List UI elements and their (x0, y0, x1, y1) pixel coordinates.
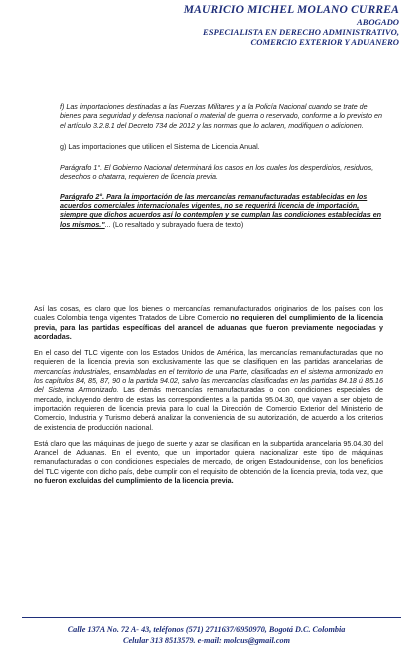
lawyer-specialty-1: ESPECIALISTA EN DERECHO ADMINISTRATIVO, (203, 27, 399, 37)
letterhead (184, 4, 399, 47)
p1-text: Así las cosas, es claro que los bienes o mercancías remanufacturados originarios de los países con los cuales Colombia tenga vigentes Tratados de Libre Comercio (34, 305, 383, 323)
body-paragraph-1 (34, 305, 383, 342)
p2-italic: mercancías industriales, ensambladas en el territorio de una Parte, clasificadas en el sistema armonizado en los capítulos 84, 85, 87, 90 o la partida 94.02, salvo las mercancías clasificadas en las partidas 84.18 ú 85.16 del Sistema Armonizado. (34, 367, 383, 395)
footer (0, 624, 413, 646)
p1-bold: no requieren del cumplimiento de la licencia previa, para las partidas específicas del arancel de aduanas que fueron previamente negociadas y acordadas. (34, 314, 383, 341)
main-body (34, 305, 383, 493)
p3-bold: no fueron excluidas del cumplimiento de la licencia previa. (34, 477, 234, 486)
emphasis-note: ... (Lo resaltado y subrayado fuera de texto) (104, 220, 244, 229)
body-paragraph-2 (34, 349, 383, 433)
quote-paragrafo-2 (60, 193, 385, 230)
quote-item-g: g) Las importaciones que utilicen el Sistema de Licencia Anual. (60, 142, 260, 151)
p2-text-2: Las demás mercancías remanufacturadas o con condiciones especiales de mercado, incluyendo dentro de estas las correspondientes a la partida 95.04.30, que vayan a ser objeto de importación requieren de licencia previa para lo cual la Dirección de Comercio Exterior del Ministerio de Comercio, Industria y Turismo deberá analizar la conveniencia de su autorización, de acuerdo a los criterios de existencia de producción nacional. (34, 386, 383, 432)
quote-item-f: f) Las importaciones destinadas a las Fuerzas Militares y a la Policía Nacional cuando se trate de bienes para seguridad y defensa nacional o material de guerra o reservado, conforme a lo previsto en el artículo 3.2.8.1 del Decreto 734 de 2012 y las normas que lo aclaren, modifiquen o adicionen. (60, 103, 382, 130)
paragrafo-2-emphasis: Parágrafo 2°. Para la importación de las mercancías remanufacturadas establecidas en los acuerdos comerciales internacionales vigentes, no se requerirá licencia de importación, siempre que dichos acuerdos así lo contemplen y se cumplan las condiciones establecidas en los mismos." (60, 192, 382, 229)
lawyer-title: ABOGADO (356, 17, 399, 27)
body-paragraph-3 (34, 440, 383, 486)
footer-contact: Celular 313 8513579. e-mail: molcus@gmail.com (123, 636, 290, 645)
lawyer-name: MAURICIO MICHEL MOLANO CURREA (183, 4, 399, 16)
footer-divider (22, 617, 401, 618)
lawyer-specialty-2: COMERCIO EXTERIOR Y ADUANERO (250, 37, 399, 47)
p3-text: Está claro que las máquinas de juego de suerte y azar se clasifican en la subpartida arancelaria 95.04.30 del Arancel de Aduanas. En el evento, que un importador quiera nacionalizar este tipo de máquinas remanufacturadas o con condiciones especiales de mercado, de origen Estadounidense, con los beneficios del TLC vigente con dicho país, debe cumplir con el requisito de obtención de la licencia previa, toda vez, que (34, 439, 383, 476)
quote-paragrafo-1: Parágrafo 1°. El Gobierno Nacional determinará los casos en los cuales los desperdicios, residuos, desechos o chatarra, requieren de licencia previa. (60, 164, 374, 182)
p2-text: En el caso del TLC vigente con los Estados Unidos de América, las mercancías remanufacturadas que no requieren de la licencia previa son exclusivamente las que se clasifiquen en las partidas arancelarias de (34, 349, 383, 367)
footer-address: Calle 137A No. 72 A- 43, teléfonos (571) 2711637/6950970, Bogotá D.C. Colombia (67, 625, 346, 634)
quoted-decree-block (60, 103, 385, 230)
